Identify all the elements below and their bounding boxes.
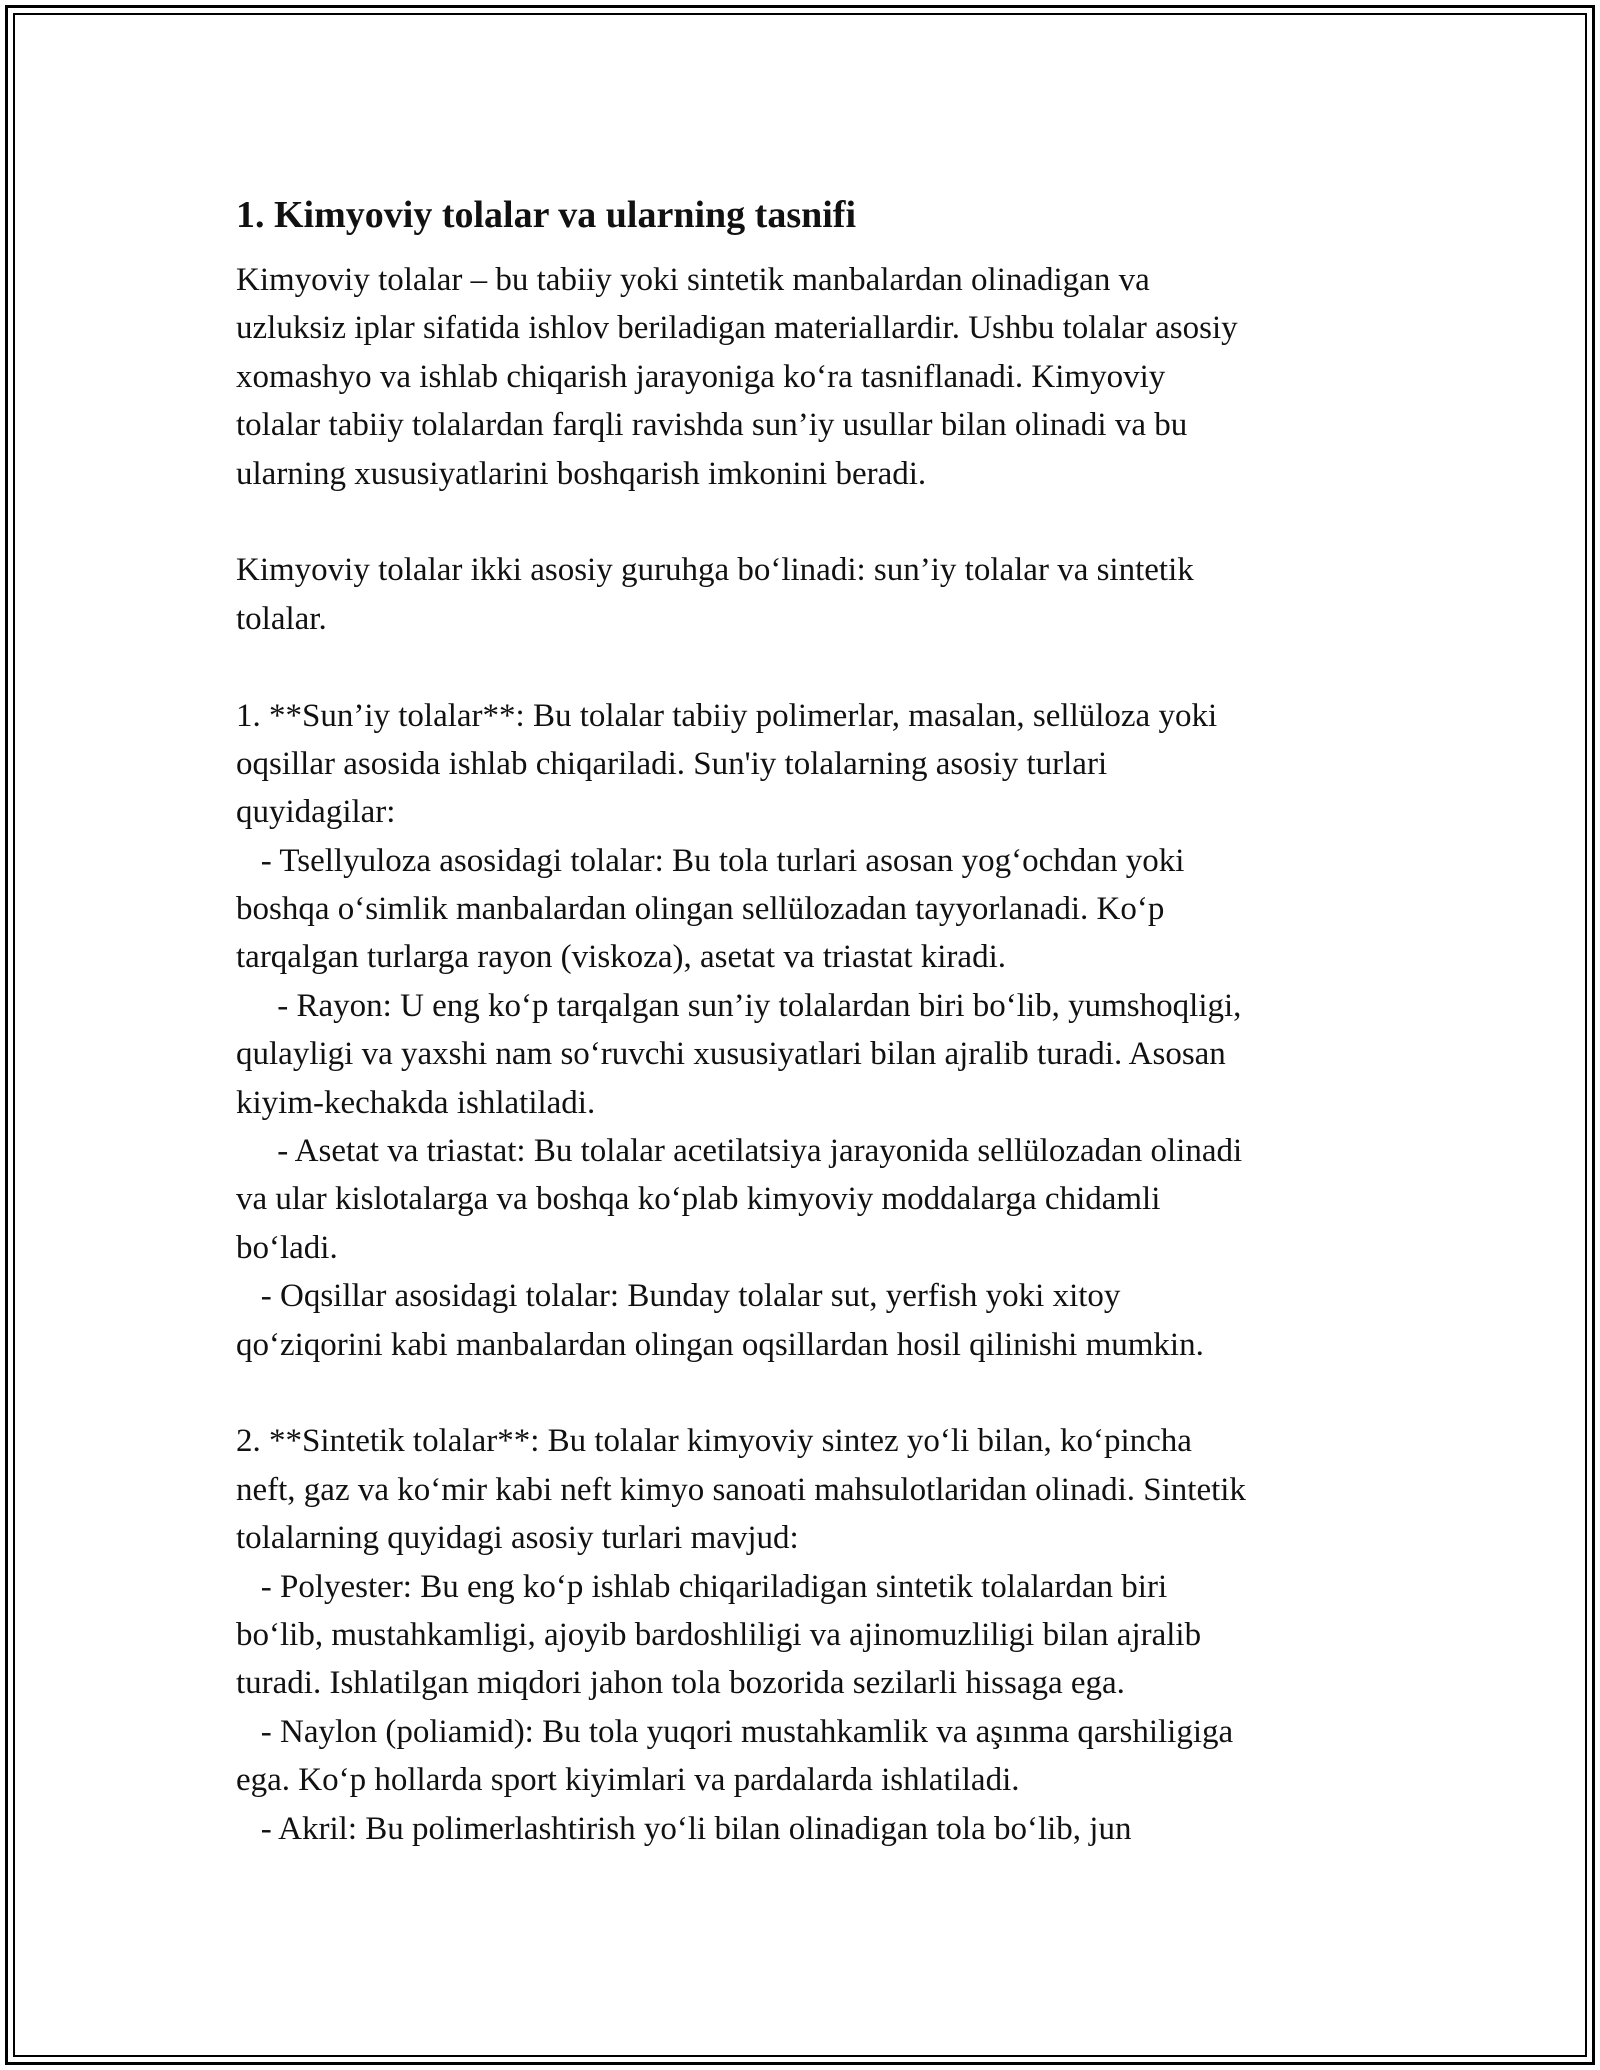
text-line: kiyim-kechakda ishlatiladi. xyxy=(236,1084,596,1121)
text-line: tolalar. xyxy=(236,600,327,637)
text-line: turadi. Ishlatilgan miqdori jahon tola bozorida sezilarli hissaga ega. xyxy=(236,1665,1125,1702)
text-line: - Naylon (poliamid): Bu tola yuqori mustahkamlik va aşınma qarshiligiga xyxy=(236,1713,1234,1750)
text-line: - Asetat va triastat: Bu tolalar acetilatsiya jarayonida sellülozadan olinadi xyxy=(236,1133,1243,1170)
text-line: - Tsellyuloza asosidagi tolalar: Bu tola turlari asosan yog‘ochdan yoki xyxy=(236,842,1185,879)
text-line: tolalar tabiiy tolalardan farqli ravishda sun’iy usullar bilan olinadi va bu xyxy=(236,407,1188,444)
text-line: bo‘lib, mustahkamligi, ajoyib bardoshliligi va ajinomuzliligi bilan ajralib xyxy=(236,1616,1202,1653)
blank-line xyxy=(236,1369,1386,1417)
text-line: - Rayon: U eng ko‘p tarqalgan sun’iy tolalardan biri bo‘lib, yumshoqligi, xyxy=(236,987,1242,1024)
text-line: qo‘ziqorini kabi manbalardan olingan oqsillardan hosil qilinishi mumkin. xyxy=(236,1326,1204,1363)
text-line: 1. **Sun’iy tolalar**: Bu tolalar tabiiy polimerlar, masalan, sellüloza yoki xyxy=(236,697,1218,734)
text-line: tolalarning quyidagi asosiy turlari mavjud: xyxy=(236,1520,799,1557)
text-line: Kimyoviy tolalar – bu tabiiy yoki sintetik manbalardan olinadigan va xyxy=(236,262,1150,298)
text-line: bo‘ladi. xyxy=(236,1229,338,1266)
text-line: qulayligi va yaxshi nam so‘ruvchi xususiyatlari bilan ajralib turadi. Asosan xyxy=(236,1036,1226,1073)
text-line: quyidagilar: xyxy=(236,794,396,831)
text-line: ularning xususiyatlarini boshqarish imkonini beradi. xyxy=(236,455,927,492)
text-line: 2. **Sintetik tolalar**: Bu tolalar kimyoviy sintez yo‘li bilan, ko‘pincha xyxy=(236,1423,1192,1460)
section-title: 1. Kimyoviy tolalar va ularning tasnifi xyxy=(236,194,857,236)
text-line: tarqalgan turlarga rayon (viskoza), asetat va triastat kiradi. xyxy=(236,939,1006,976)
text-line: Kimyoviy tolalar ikki asosiy guruhga bo‘linadi: sun’iy tolalar va sintetik xyxy=(236,552,1194,589)
blank-line xyxy=(236,498,1386,546)
text-line: oqsillar asosida ishlab chiqariladi. Sun'iy tolalarning asosiy turlari xyxy=(236,745,1108,782)
blank-line xyxy=(236,643,1386,691)
text-line: xomashyo va ishlab chiqarish jarayoniga ko‘ra tasniflanadi. Kimyoviy xyxy=(236,358,1166,395)
text-line: - Polyester: Bu eng ko‘p ishlab chiqariladigan sintetik tolalardan biri xyxy=(236,1568,1168,1605)
document-body xyxy=(236,186,1386,1853)
text-line: - Oqsillar asosidagi tolalar: Bunday tolalar sut, yerfish yoki xitoy xyxy=(236,1278,1121,1315)
text-line: neft, gaz va ko‘mir kabi neft kimyo sanoati mahsulotlaridan olinadi. Sintetik xyxy=(236,1471,1246,1508)
document-text xyxy=(236,256,1386,1853)
text-line: boshqa o‘simlik manbalardan olingan sellülozadan tayyorlanadi. Ko‘p xyxy=(236,891,1165,928)
text-line: va ular kislotalarga va boshqa ko‘plab kimyoviy moddalarga chidamli xyxy=(236,1181,1161,1218)
text-line: - Akril: Bu polimerlashtirish yo‘li bilan olinadigan tola bo‘lib, jun xyxy=(236,1810,1132,1847)
text-line: uzluksiz iplar sifatida ishlov beriladigan materiallardir. Ushbu tolalar asosiy xyxy=(236,310,1238,347)
text-line: ega. Ko‘p hollarda sport kiyimlari va pardalarda ishlatiladi. xyxy=(236,1762,1020,1799)
